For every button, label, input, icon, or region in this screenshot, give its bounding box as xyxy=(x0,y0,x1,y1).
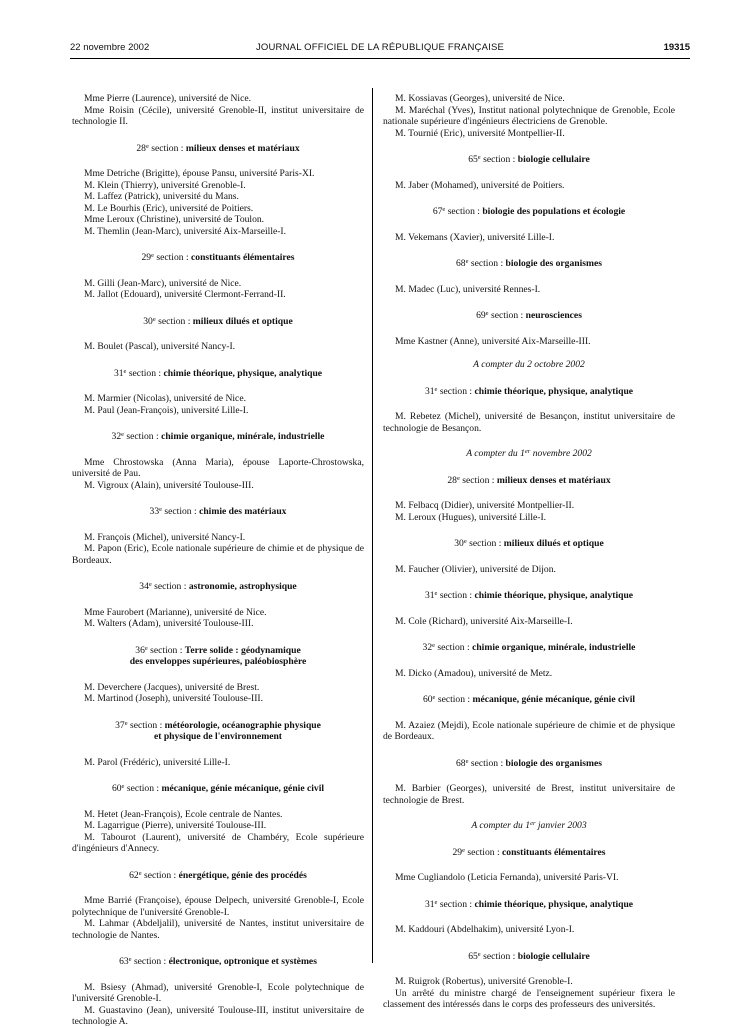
section-label: section : xyxy=(459,474,497,486)
ordinal-suffix: e xyxy=(128,956,132,963)
section-label: section : xyxy=(480,154,518,165)
section-label: section : xyxy=(126,367,164,379)
left-column xyxy=(72,93,364,1028)
section-number: 69 xyxy=(476,310,486,321)
date-prefix: A compter du 1 xyxy=(466,448,525,459)
section-label: section : xyxy=(445,206,483,217)
paragraph: M. Parol (Frédéric), université Lille-I. xyxy=(84,756,231,768)
date-prefix: A compter du 1 xyxy=(471,820,531,831)
section-label: section : xyxy=(141,869,179,881)
paragraph: M. Martinod (Joseph), université Toulouse-III. xyxy=(84,693,264,704)
paragraph: M. Gilli (Jean-Marc), université de Nice. xyxy=(84,277,242,289)
section-number: 68 xyxy=(455,258,466,269)
section-label: section : xyxy=(151,581,189,592)
section-title: constituants élémentaires xyxy=(191,252,295,263)
column-divider xyxy=(372,88,373,963)
paragraph: M. Klein (Thierry), université Grenoble-I. xyxy=(84,179,246,191)
section-label: section : xyxy=(147,644,185,656)
ordinal-suffix: e xyxy=(148,581,152,588)
section-heading xyxy=(72,643,364,668)
section-title: chimie théorique, physique, analytique xyxy=(474,590,634,601)
section-number: 67 xyxy=(432,206,443,217)
section-number: 65 xyxy=(468,154,478,165)
paragraph: M. Bsiesy (Ahmad), université Grenoble-I, Ecole polytechnique de l'université Grenoble-I. xyxy=(72,981,364,1004)
section-heading xyxy=(72,366,364,380)
paragraph: M. Rebetez (Michel), université de Besançon, institut universitaire de technologie de Besançon. xyxy=(383,411,675,434)
section-number: 37 xyxy=(115,719,125,731)
ordinal-suffix: e xyxy=(432,694,436,701)
section-title: chimie théorique, physique, analytique xyxy=(474,385,634,397)
paragraph: M. Boulet (Pascal), université Nancy-I. xyxy=(84,341,236,352)
paragraph: Mme Kastner (Anne), université Aix-Marseille-III. xyxy=(395,335,591,347)
page-header xyxy=(70,42,690,58)
ordinal-suffix: e xyxy=(138,869,142,877)
section-number: 33 xyxy=(149,506,160,517)
section-number: 31 xyxy=(113,367,124,379)
section-heading xyxy=(383,588,675,602)
section-label: section : xyxy=(124,431,162,442)
paragraph: Mme Pierre (Laurence), université de Nice. xyxy=(84,93,252,104)
section-title: milieux denses et matériaux xyxy=(185,142,300,154)
section-heading xyxy=(383,384,675,398)
header-date: 22 novembre 2002 xyxy=(70,42,150,53)
paragraph: Mme Roisin (Cécile), université Grenoble-II, institut universitaire de technologie II. xyxy=(72,104,364,127)
ordinal-suffix: e xyxy=(463,538,467,545)
paragraph: Un arrêté du ministre chargé de l'enseignement supérieur fixera le classement des intéressés dans le corps des professeurs des universités. xyxy=(383,987,675,1010)
section-title: neurosciences xyxy=(525,310,582,321)
section-heading xyxy=(383,640,675,654)
ordinal-suffix: e xyxy=(442,206,446,213)
section-heading xyxy=(383,756,675,770)
section-number: 32 xyxy=(422,642,433,653)
paragraph: Mme Faurobert (Marianne), université de Nice. xyxy=(84,606,267,618)
section-label: section : xyxy=(124,783,162,794)
paragraph: M. Faucher (Olivier), université de Dijon. xyxy=(395,563,556,575)
section-title: milieux denses et matériaux xyxy=(496,474,611,486)
paragraph: M. Jaber (Mohamed), université de Poitiers. xyxy=(395,179,565,191)
effective-date xyxy=(383,818,675,832)
section-number: 29 xyxy=(452,846,463,858)
ordinal-suffix: e xyxy=(465,258,469,265)
ordinal-suffix: e xyxy=(144,644,148,652)
section-label: section : xyxy=(437,590,475,601)
section-title: Terre solide : géodynamique xyxy=(184,644,301,656)
ordinal-suffix: e xyxy=(159,506,163,513)
section-heading xyxy=(383,256,675,270)
ordinal-suffix: e xyxy=(456,474,460,482)
section-number: 31 xyxy=(424,385,435,397)
paragraph: M. Vekemans (Xavier), université Lille-I. xyxy=(395,231,555,243)
paragraph: M. Papon (Eric), Ecole nationale supérieure de chimie et de physique de Bordeaux. xyxy=(72,543,364,566)
section-title: électronique, optronique et systèmes xyxy=(168,956,317,967)
paragraph: M. Maréchal (Yves), Institut national polytechnique de Grenoble, Ecole nationale supérieure d'ingénieurs électriciens de Grenoble. xyxy=(383,104,675,127)
ordinal-suffix: e xyxy=(123,367,127,375)
ordinal-suffix: e xyxy=(465,757,469,765)
section-number: 28 xyxy=(447,474,457,486)
paragraph: M. Guastavino (Jean), université Toulouse-III, institut universitaire de technologie A. xyxy=(72,1004,364,1027)
date-suffix: janvier 2003 xyxy=(535,820,587,831)
ordinal-suffix: e xyxy=(121,783,125,790)
paragraph: Mme Cugliandolo (Leticia Fernanda), université Paris-VI. xyxy=(395,872,619,883)
section-number: 31 xyxy=(424,898,435,910)
section-heading xyxy=(383,845,675,859)
section-heading xyxy=(383,897,675,911)
page-number: 19315 xyxy=(663,42,690,53)
paragraph: M. Hetet (Jean-François), Ecole centrale de Nantes. xyxy=(84,808,283,820)
effective-date xyxy=(383,359,675,371)
section-label: section : xyxy=(127,719,165,731)
ordinal-suffix: er xyxy=(530,820,536,827)
section-title: biologie des populations et écologie xyxy=(482,206,626,217)
section-label: section : xyxy=(131,956,169,967)
section-title: énergétique, génie des procédés xyxy=(178,869,307,881)
right-column xyxy=(383,93,675,1011)
section-title: milieux dilués et optique xyxy=(503,538,604,549)
paragraph: M. Kaddouri (Abdelhakim), université Lyon-I. xyxy=(395,924,575,935)
section-label: section : xyxy=(480,950,518,962)
section-heading xyxy=(72,250,364,264)
section-number: 36 xyxy=(135,644,145,656)
paragraph: M. Deverchere (Jacques), université de Brest. xyxy=(84,681,260,693)
paragraph: Mme Detriche (Brigitte), épouse Pansu, université Paris-XI. xyxy=(84,168,315,179)
paragraph: M. Tournié (Eric), université Montpellier-II. xyxy=(395,127,565,139)
section-heading xyxy=(72,954,364,968)
section-label: section : xyxy=(437,385,475,397)
section-title: chimie organique, minérale, industrielle xyxy=(472,642,636,653)
ordinal-suffix: e xyxy=(124,719,128,727)
section-label: section : xyxy=(468,757,506,769)
section-number: 60 xyxy=(422,694,433,705)
section-title: milieux dilués et optique xyxy=(192,315,293,327)
section-number: 30 xyxy=(454,538,464,549)
section-heading xyxy=(383,204,675,218)
paragraph: M. Laffez (Patrick), université du Mans. xyxy=(84,191,239,202)
ordinal-suffix: e xyxy=(151,252,154,259)
section-heading xyxy=(383,949,675,963)
section-number: 28 xyxy=(136,142,146,154)
section-heading xyxy=(72,314,364,328)
paragraph: M. Marmier (Nicolas), université de Nice. xyxy=(84,393,246,404)
ordinal-suffix: e xyxy=(434,590,438,597)
section-label: section : xyxy=(466,538,504,549)
paragraph: M. Ruigrok (Robertus), université Grenoble-I. xyxy=(395,976,573,987)
section-title: mécanique, génie mécanique, génie civil xyxy=(161,783,325,794)
paragraph: M. Le Bourhis (Eric), université de Poitiers. xyxy=(84,202,254,214)
effective-date xyxy=(383,446,675,460)
section-title: mécanique, génie mécanique, génie civil xyxy=(472,694,636,705)
section-label: section : xyxy=(468,258,506,269)
section-heading xyxy=(383,308,675,322)
ordinal-suffix: e xyxy=(434,385,438,393)
paragraph: M. Paul (Jean-François), université Lille-I. xyxy=(84,404,249,416)
section-label: section : xyxy=(148,142,186,154)
section-title: biologie cellulaire xyxy=(517,154,590,165)
date-prefix: A compter du 2 octobre 2002 xyxy=(473,359,585,370)
paragraph: M. Kossiavas (Georges), université de Nice. xyxy=(395,93,565,104)
section-heading xyxy=(72,781,364,795)
section-heading xyxy=(72,504,364,518)
section-heading xyxy=(383,692,675,706)
section-title: chimie organique, minérale, industrielle xyxy=(161,431,325,442)
section-label: section : xyxy=(488,310,526,321)
ordinal-suffix: e xyxy=(434,898,438,906)
paragraph: M. Themlin (Jean-Marc), université Aix-Marseille-I. xyxy=(84,225,287,237)
paragraph: M. Jallot (Edouard), université Clermont-Ferrand-II. xyxy=(84,289,286,300)
paragraph: M. Dicko (Amadou), université de Metz. xyxy=(395,667,553,679)
paragraph: M. Leroux (Hugues), université Lille-I. xyxy=(395,511,547,523)
paragraph: M. Tabourot (Laurent), université de Chambéry, Ecole supérieure d'ingénieurs d'Annecy. xyxy=(72,831,364,854)
section-heading xyxy=(72,141,364,155)
paragraph: M. Cole (Richard), université Aix-Marseille-I. xyxy=(395,615,573,627)
paragraph: M. Lahmar (Abdeljalil), université de Nantes, institut universitaire de technologie de Nantes. xyxy=(72,918,364,941)
paragraph: M. François (Michel), université Nancy-I. xyxy=(84,531,246,543)
section-number: 68 xyxy=(455,757,466,769)
section-label: section : xyxy=(464,846,503,858)
ordinal-suffix: e xyxy=(432,642,436,649)
paragraph: M. Walters (Adam), université Toulouse-III. xyxy=(84,618,254,629)
paragraph: M. Barbier (Georges), université de Brest, institut universitaire de technologie de Brest. xyxy=(383,783,675,806)
section-title: biologie cellulaire xyxy=(517,950,590,962)
section-label: section : xyxy=(162,506,200,517)
section-heading xyxy=(72,868,364,882)
paragraph: Mme Leroux (Christine), université de Toulon. xyxy=(84,214,265,225)
ordinal-suffix: e xyxy=(121,431,125,438)
section-label: section : xyxy=(155,315,193,327)
section-title: biologie des organismes xyxy=(505,757,602,769)
section-heading xyxy=(383,473,675,487)
ordinal-suffix: e xyxy=(477,950,481,958)
section-heading xyxy=(72,429,364,443)
section-title: chimie théorique, physique, analytique xyxy=(163,367,323,379)
section-heading xyxy=(72,718,364,743)
section-heading xyxy=(383,536,675,550)
section-number: 63 xyxy=(119,956,129,967)
section-label: section : xyxy=(435,642,473,653)
paragraph: Mme Chrostowska (Anna Maria), épouse Laporte-Chrostowska, université de Pau. xyxy=(72,456,364,479)
section-number: 29 xyxy=(141,252,152,263)
section-label: section : xyxy=(437,898,475,910)
section-title-line2: et physique de l'environnement xyxy=(153,731,283,742)
section-number: 60 xyxy=(111,783,122,794)
section-number: 65 xyxy=(468,950,478,962)
section-number: 32 xyxy=(111,431,122,442)
header-rule xyxy=(70,58,690,59)
date-suffix: novembre 2002 xyxy=(530,448,592,459)
section-title: constituants élémentaires xyxy=(502,846,606,858)
section-title: météorologie, océanographie physique xyxy=(164,719,321,731)
ordinal-suffix: e xyxy=(145,142,149,150)
ordinal-suffix: e xyxy=(152,315,156,323)
ordinal-suffix: e xyxy=(485,310,489,317)
paragraph: M. Madec (Luc), université Rennes-I. xyxy=(395,283,541,295)
section-heading xyxy=(72,579,364,593)
section-heading xyxy=(383,152,675,166)
journal-title: JOURNAL OFFICIEL DE LA RÉPUBLIQUE FRANÇAISE xyxy=(255,42,505,53)
section-label: section : xyxy=(153,252,192,263)
section-title: astronomie, astrophysique xyxy=(188,581,297,592)
section-title-line2: des enveloppes supérieures, paléobiosphère xyxy=(129,656,307,667)
paragraph: M. Vigroux (Alain), université Toulouse-III. xyxy=(84,479,254,491)
section-number: 30 xyxy=(143,315,153,327)
paragraph: Mme Barrié (Françoise), épouse Delpech, université Grenoble-I, Ecole polytechnique de l'université Grenoble-I. xyxy=(72,895,364,918)
section-title: biologie des organismes xyxy=(505,258,602,269)
section-number: 62 xyxy=(129,869,139,881)
paragraph: M. Lagarrigue (Pierre), université Toulouse-III. xyxy=(84,820,267,831)
ordinal-suffix: er xyxy=(524,448,531,455)
section-number: 31 xyxy=(424,590,435,601)
section-number: 34 xyxy=(139,581,149,592)
ordinal-suffix: e xyxy=(462,846,465,854)
section-title: chimie théorique, physique, analytique xyxy=(474,898,634,910)
section-label: section : xyxy=(435,694,473,705)
section-title: chimie des matériaux xyxy=(199,506,287,517)
ordinal-suffix: e xyxy=(477,154,481,161)
paragraph: M. Azaiez (Mejdi), Ecole nationale supérieure de chimie et de physique de Bordeaux. xyxy=(383,719,675,742)
paragraph: M. Felbacq (Didier), université Montpellier-II. xyxy=(395,500,575,511)
